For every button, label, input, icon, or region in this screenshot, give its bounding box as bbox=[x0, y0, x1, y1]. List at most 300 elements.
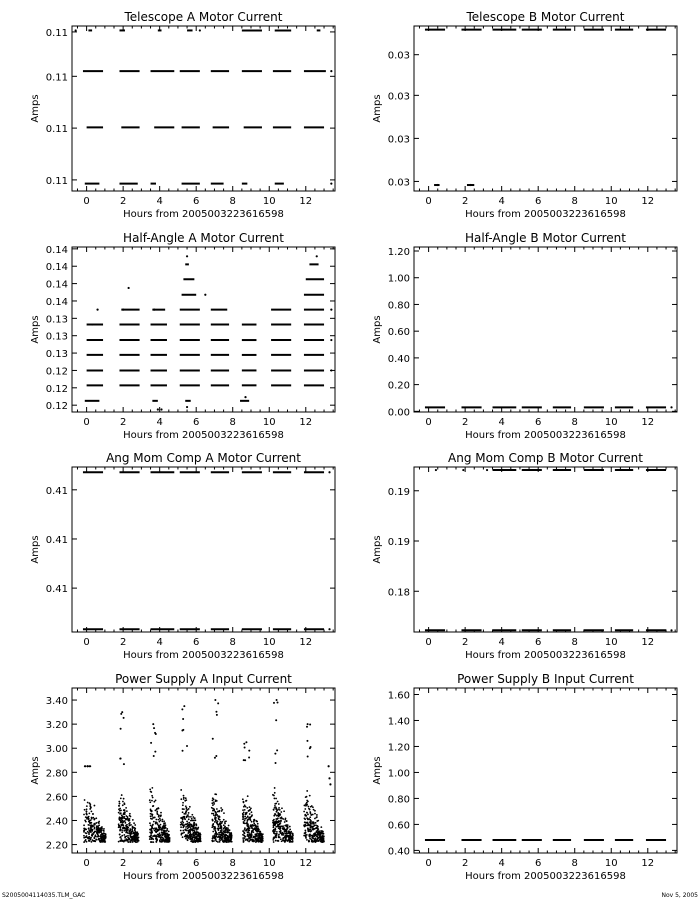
data-point bbox=[274, 805, 276, 807]
data-point bbox=[308, 841, 310, 843]
data-point bbox=[244, 813, 246, 815]
data-point bbox=[309, 723, 311, 725]
data-point bbox=[223, 819, 225, 821]
x-tick-label: 12 bbox=[641, 417, 655, 428]
y-tick-label: 0.60 bbox=[387, 820, 410, 832]
data-point bbox=[89, 802, 91, 804]
data-point bbox=[122, 820, 124, 822]
x-tick-label: 8 bbox=[229, 417, 236, 428]
data-point bbox=[278, 803, 280, 805]
data-point bbox=[89, 765, 91, 767]
chart-power-supply-a bbox=[30, 672, 335, 882]
data-point bbox=[185, 812, 187, 814]
data-point bbox=[98, 838, 100, 840]
y-tick-label: 0.13 bbox=[45, 349, 68, 361]
chart-power-supply-b bbox=[372, 672, 677, 882]
x-tick-label: 0 bbox=[425, 858, 432, 869]
data-point bbox=[279, 831, 281, 833]
x-tick-label: 8 bbox=[229, 858, 236, 869]
x-tick-label: 4 bbox=[498, 858, 505, 869]
data-point bbox=[227, 837, 229, 839]
data-point bbox=[248, 830, 250, 832]
data-point bbox=[273, 819, 275, 821]
data-point bbox=[133, 827, 135, 829]
y-tick-label: 1.60 bbox=[387, 690, 410, 702]
y-tick-label: 0.20 bbox=[387, 380, 410, 392]
data-point bbox=[84, 820, 86, 822]
data-point bbox=[256, 827, 258, 829]
data-point bbox=[273, 829, 275, 831]
data-point bbox=[309, 747, 311, 749]
data-point bbox=[305, 837, 307, 839]
data-point bbox=[218, 832, 220, 834]
data-point bbox=[212, 831, 214, 833]
data-point bbox=[123, 717, 125, 719]
data-point bbox=[316, 825, 318, 827]
data-point bbox=[283, 837, 285, 839]
plot-frame bbox=[72, 467, 335, 632]
data-point bbox=[283, 810, 285, 812]
data-point bbox=[85, 810, 87, 812]
data-point bbox=[129, 815, 131, 817]
x-tick-label: 8 bbox=[571, 417, 578, 428]
data-point bbox=[194, 838, 196, 840]
chart-title: Power Supply A Input Current bbox=[115, 672, 292, 686]
chart-title: Telescope A Motor Current bbox=[124, 10, 283, 24]
y-tick-label: 0.40 bbox=[387, 353, 410, 365]
y-tick-label: 0.11 bbox=[45, 124, 68, 136]
x-tick-label: 10 bbox=[262, 637, 276, 648]
data-point bbox=[161, 828, 163, 830]
data-point bbox=[277, 801, 279, 803]
data-point bbox=[256, 831, 258, 833]
data-point bbox=[196, 829, 198, 831]
data-point bbox=[230, 832, 232, 834]
data-point bbox=[123, 763, 125, 765]
data-point bbox=[215, 832, 217, 834]
data-point bbox=[150, 815, 152, 817]
data-point bbox=[219, 841, 221, 843]
data-point bbox=[244, 836, 246, 838]
data-point bbox=[86, 805, 88, 807]
data-point bbox=[182, 804, 184, 806]
data-point bbox=[231, 841, 233, 843]
data-point bbox=[189, 824, 191, 826]
x-tick-label: 2 bbox=[461, 637, 469, 648]
data-point bbox=[275, 798, 277, 800]
data-point bbox=[149, 799, 151, 801]
y-tick-label: 0.13 bbox=[45, 314, 68, 326]
data-point bbox=[154, 830, 156, 832]
data-point bbox=[193, 832, 195, 834]
data-point bbox=[216, 835, 218, 837]
data-point bbox=[84, 830, 86, 832]
data-point bbox=[330, 70, 332, 72]
data-point bbox=[151, 800, 153, 802]
data-point bbox=[85, 839, 87, 841]
x-tick-label: 12 bbox=[641, 196, 655, 207]
x-tick-label: 8 bbox=[571, 858, 578, 869]
data-point bbox=[304, 817, 306, 819]
data-point bbox=[133, 835, 135, 837]
data-point bbox=[257, 825, 259, 827]
data-point bbox=[225, 838, 227, 840]
data-point bbox=[180, 798, 182, 800]
data-point bbox=[133, 822, 135, 824]
data-point bbox=[186, 255, 188, 257]
data-point bbox=[103, 830, 105, 832]
data-point bbox=[281, 817, 283, 819]
data-point bbox=[90, 828, 92, 830]
x-tick-label: 8 bbox=[229, 196, 236, 207]
data-point bbox=[152, 841, 154, 843]
data-point bbox=[118, 801, 120, 803]
data-point bbox=[247, 795, 249, 797]
data-point bbox=[127, 841, 129, 843]
data-point bbox=[159, 828, 161, 830]
x-tick-label: 8 bbox=[571, 637, 578, 648]
data-point bbox=[249, 806, 251, 808]
data-point bbox=[155, 831, 157, 833]
data-point bbox=[88, 812, 90, 814]
data-point bbox=[186, 823, 188, 825]
data-point bbox=[187, 815, 189, 817]
data-point bbox=[249, 813, 251, 815]
data-point bbox=[306, 839, 308, 841]
data-point bbox=[260, 841, 262, 843]
data-point bbox=[218, 825, 220, 827]
data-point bbox=[153, 727, 155, 729]
data-point bbox=[273, 798, 275, 800]
data-point bbox=[75, 29, 77, 31]
data-point bbox=[216, 840, 218, 842]
data-point bbox=[304, 832, 306, 834]
data-point bbox=[120, 797, 122, 799]
data-point bbox=[118, 826, 120, 828]
x-tick-label: 10 bbox=[604, 417, 618, 428]
data-point bbox=[120, 728, 122, 730]
data-point bbox=[304, 805, 306, 807]
data-point bbox=[185, 838, 187, 840]
data-point bbox=[306, 802, 308, 804]
data-point bbox=[150, 813, 152, 815]
data-point bbox=[280, 820, 282, 822]
data-point bbox=[121, 711, 123, 713]
data-point bbox=[88, 840, 90, 842]
data-point bbox=[91, 817, 93, 819]
y-tick-label: 0.00 bbox=[387, 407, 410, 419]
data-point bbox=[125, 807, 127, 809]
data-point bbox=[83, 828, 85, 830]
data-point bbox=[272, 839, 274, 841]
y-axis-label: Amps bbox=[372, 756, 383, 785]
data-point bbox=[182, 836, 184, 838]
data-point bbox=[121, 831, 123, 833]
data-point bbox=[307, 823, 309, 825]
data-point bbox=[275, 762, 277, 764]
data-point bbox=[84, 765, 86, 767]
data-point bbox=[166, 835, 168, 837]
data-point bbox=[96, 829, 98, 831]
data-point bbox=[188, 808, 190, 810]
data-point bbox=[151, 818, 153, 820]
data-point bbox=[214, 757, 216, 759]
data-point bbox=[287, 836, 289, 838]
data-point bbox=[182, 822, 184, 824]
x-tick-label: 6 bbox=[193, 858, 200, 869]
data-point bbox=[261, 833, 263, 835]
data-point bbox=[163, 826, 165, 828]
x-tick-label: 2 bbox=[119, 417, 127, 428]
data-point bbox=[291, 838, 293, 840]
data-point bbox=[310, 823, 312, 825]
data-point bbox=[244, 829, 246, 831]
data-point bbox=[87, 802, 89, 804]
x-axis-label: Hours from 2005003223616598 bbox=[123, 650, 284, 661]
x-tick-label: 2 bbox=[119, 858, 127, 869]
x-axis-label: Hours from 2005003223616598 bbox=[123, 209, 284, 220]
data-point bbox=[128, 831, 130, 833]
y-tick-label: 0.80 bbox=[387, 794, 410, 806]
data-point bbox=[292, 841, 294, 843]
data-point bbox=[304, 808, 306, 810]
data-point bbox=[221, 829, 223, 831]
data-point bbox=[192, 829, 194, 831]
data-point bbox=[212, 835, 214, 837]
data-point bbox=[190, 820, 192, 822]
data-point bbox=[216, 714, 218, 716]
data-point bbox=[129, 813, 131, 815]
y-tick-label: 1.40 bbox=[387, 716, 410, 728]
data-point bbox=[220, 821, 222, 823]
y-tick-label: 2.80 bbox=[45, 768, 68, 780]
data-point bbox=[150, 833, 152, 835]
data-point bbox=[151, 795, 153, 797]
data-point bbox=[130, 832, 132, 834]
x-tick-label: 6 bbox=[193, 637, 200, 648]
data-point bbox=[218, 836, 220, 838]
data-point bbox=[124, 803, 126, 805]
data-point bbox=[119, 808, 121, 810]
data-point bbox=[186, 821, 188, 823]
data-point bbox=[159, 836, 161, 838]
data-point bbox=[120, 713, 122, 715]
data-point bbox=[215, 711, 217, 713]
data-point bbox=[158, 819, 160, 821]
data-point bbox=[189, 829, 191, 831]
data-point bbox=[243, 806, 245, 808]
data-point bbox=[150, 841, 152, 843]
data-point bbox=[119, 803, 121, 805]
data-point bbox=[128, 820, 130, 822]
x-tick-label: 10 bbox=[262, 858, 276, 869]
data-point bbox=[87, 765, 89, 767]
data-point bbox=[282, 827, 284, 829]
data-point bbox=[88, 833, 90, 835]
data-point bbox=[212, 810, 214, 812]
x-tick-label: 4 bbox=[156, 196, 163, 207]
data-point bbox=[191, 824, 193, 826]
data-point bbox=[284, 821, 286, 823]
data-point bbox=[245, 741, 247, 743]
chart-title: Power Supply B Input Current bbox=[457, 672, 634, 686]
data-point bbox=[273, 809, 275, 811]
data-point bbox=[153, 835, 155, 837]
data-point bbox=[275, 818, 277, 820]
data-point bbox=[152, 825, 154, 827]
data-point bbox=[292, 834, 294, 836]
data-point bbox=[190, 840, 192, 842]
data-point bbox=[251, 827, 253, 829]
data-point bbox=[120, 840, 122, 842]
data-point bbox=[163, 820, 165, 822]
data-point bbox=[228, 825, 230, 827]
data-point bbox=[211, 807, 213, 809]
data-point bbox=[215, 813, 217, 815]
data-point bbox=[262, 840, 264, 842]
data-point bbox=[131, 836, 133, 838]
data-point bbox=[129, 838, 131, 840]
data-point bbox=[221, 810, 223, 812]
data-point bbox=[312, 814, 314, 816]
data-point bbox=[191, 839, 193, 841]
data-point bbox=[123, 798, 125, 800]
data-point bbox=[165, 839, 167, 841]
data-point bbox=[126, 835, 128, 837]
data-point bbox=[246, 839, 248, 841]
y-axis-label: Amps bbox=[30, 756, 41, 785]
data-point bbox=[290, 835, 292, 837]
x-axis-label: Hours from 2005003223616598 bbox=[465, 430, 626, 441]
data-point bbox=[315, 822, 317, 824]
data-point bbox=[312, 823, 314, 825]
data-point bbox=[91, 835, 93, 837]
data-point bbox=[94, 805, 96, 807]
data-point bbox=[88, 827, 90, 829]
data-point bbox=[168, 837, 170, 839]
data-point bbox=[192, 825, 194, 827]
data-point bbox=[252, 824, 254, 826]
data-point bbox=[119, 829, 121, 831]
y-tick-label: 0.03 bbox=[387, 50, 410, 62]
data-point bbox=[321, 838, 323, 840]
chart-title: Ang Mom Comp B Motor Current bbox=[448, 451, 643, 465]
data-point bbox=[255, 841, 257, 843]
data-point bbox=[321, 837, 323, 839]
data-point bbox=[152, 828, 154, 830]
data-point bbox=[309, 835, 311, 837]
data-point bbox=[222, 830, 224, 832]
data-point bbox=[253, 823, 255, 825]
data-point bbox=[244, 396, 246, 398]
chart-ang-mom-a bbox=[30, 451, 335, 661]
plot-frame bbox=[414, 467, 677, 632]
y-tick-label: 1.00 bbox=[387, 273, 410, 285]
y-axis-label: Amps bbox=[30, 535, 41, 564]
data-point bbox=[127, 835, 129, 837]
x-tick-label: 8 bbox=[571, 196, 578, 207]
data-point bbox=[214, 699, 216, 701]
data-point bbox=[215, 793, 217, 795]
data-point bbox=[308, 808, 310, 810]
data-point bbox=[329, 783, 331, 785]
data-point bbox=[330, 183, 332, 185]
data-point bbox=[330, 339, 332, 341]
data-point bbox=[161, 831, 163, 833]
data-point bbox=[84, 809, 86, 811]
data-point bbox=[119, 834, 121, 836]
y-tick-label: 0.60 bbox=[387, 327, 410, 339]
data-point bbox=[282, 834, 284, 836]
data-point bbox=[215, 838, 217, 840]
data-point bbox=[323, 838, 325, 840]
data-point bbox=[169, 841, 171, 843]
data-point bbox=[102, 833, 104, 835]
data-point bbox=[120, 824, 122, 826]
data-point bbox=[193, 820, 195, 822]
data-point bbox=[84, 799, 86, 801]
data-point bbox=[212, 804, 214, 806]
data-point bbox=[96, 309, 98, 311]
data-point bbox=[304, 824, 306, 826]
data-point bbox=[149, 801, 151, 803]
data-point bbox=[307, 830, 309, 832]
data-point bbox=[242, 839, 244, 841]
plot-frame bbox=[414, 688, 677, 853]
data-point bbox=[161, 840, 163, 842]
x-tick-label: 4 bbox=[156, 858, 163, 869]
x-tick-label: 6 bbox=[535, 858, 542, 869]
data-point bbox=[303, 811, 305, 813]
data-point bbox=[156, 812, 158, 814]
chart-telescope-b bbox=[372, 10, 677, 220]
x-tick-label: 0 bbox=[83, 858, 90, 869]
data-point bbox=[153, 817, 155, 819]
data-point bbox=[168, 835, 170, 837]
data-point bbox=[217, 828, 219, 830]
plot-frame bbox=[72, 26, 335, 191]
data-point bbox=[308, 806, 310, 808]
data-point bbox=[187, 839, 189, 841]
data-point bbox=[168, 830, 170, 832]
x-tick-label: 12 bbox=[299, 417, 313, 428]
x-tick-label: 10 bbox=[604, 858, 618, 869]
data-point bbox=[160, 815, 162, 817]
data-point bbox=[320, 835, 322, 837]
data-point bbox=[222, 832, 224, 834]
footer-date: Nov 5, 2005 bbox=[661, 892, 698, 899]
data-point bbox=[131, 840, 133, 842]
data-point bbox=[199, 29, 201, 31]
data-point bbox=[186, 406, 188, 408]
data-point bbox=[304, 826, 306, 828]
data-point bbox=[94, 823, 96, 825]
data-point bbox=[259, 838, 261, 840]
data-point bbox=[160, 824, 162, 826]
data-point bbox=[126, 839, 128, 841]
y-tick-label: 0.14 bbox=[45, 244, 68, 256]
chart-title: Half-Angle B Motor Current bbox=[465, 231, 626, 245]
data-point bbox=[227, 831, 229, 833]
data-point bbox=[150, 791, 152, 793]
data-point bbox=[156, 836, 158, 838]
data-point bbox=[132, 841, 134, 843]
chart-ang-mom-b bbox=[372, 451, 677, 661]
data-point bbox=[248, 750, 250, 752]
data-point bbox=[96, 832, 98, 834]
x-tick-label: 0 bbox=[425, 417, 432, 428]
data-point bbox=[279, 814, 281, 816]
